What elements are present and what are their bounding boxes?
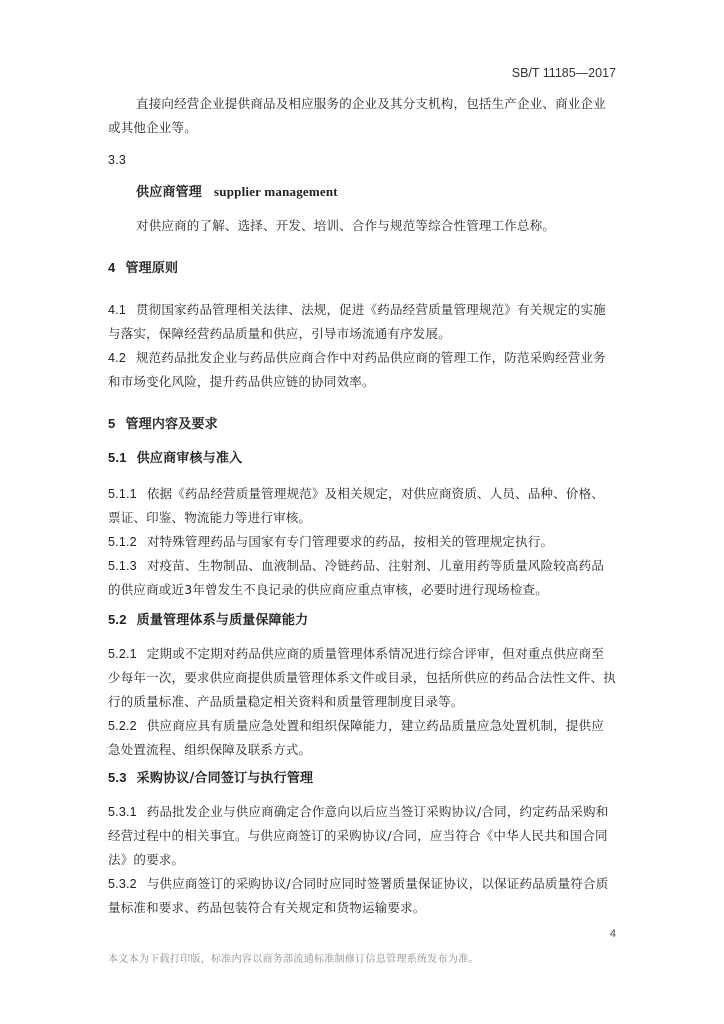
clause-text: 贯彻国家药品管理相关法律、法规，促进《药品经营质量管理规范》有关规定的实施与落实，保障经营药品质量和供应，引导市场流通有序发展。 (108, 302, 606, 341)
clause-5-3-1 (108, 800, 616, 872)
subsection-5-3-heading (108, 766, 616, 791)
footer-disclaimer: 本文本为下载打印版，标准内容以商务部流通标准制修订信息管理系统发布为准。 (108, 954, 479, 965)
section-number: 4 (108, 260, 116, 275)
clause-number: 5.2.2 (108, 719, 137, 733)
section-4-heading (108, 256, 616, 281)
term-chinese: 供应商管理 (136, 185, 203, 200)
clause-text: 对特殊管理药品与国家有专门管理要求的药品，按相关的管理规定执行。 (146, 534, 554, 549)
clause-4-2 (108, 346, 616, 394)
clause-3-3-number (108, 148, 616, 172)
section-5-heading (108, 412, 616, 437)
clause-5-1-2 (108, 530, 616, 554)
page-number: 4 (609, 928, 616, 940)
section-title: 管理内容及要求 (125, 417, 218, 432)
clause-number: 5.3.2 (108, 877, 137, 891)
clause-5-3-2 (108, 872, 616, 920)
clause-number: 4.1 (108, 303, 126, 317)
clause-4-1 (108, 298, 616, 346)
clause-text: 供应商应具有质量应急处置和组织保障能力，建立药品质量应急处置机制，提供应急处置流程、组织保障及联系方式。 (108, 718, 605, 757)
subsection-number: 5.3 (108, 770, 127, 785)
subsection-title: 质量管理体系与质量保障能力 (136, 613, 309, 628)
clause-5-2-1 (108, 642, 616, 714)
section-title: 管理原则 (125, 261, 179, 276)
clause-5-2-2 (108, 714, 616, 762)
clause-number: 3.3 (108, 153, 126, 167)
clause-number: 5.1.3 (108, 559, 137, 573)
term-3-3 (108, 180, 616, 205)
clause-5-1-3 (108, 554, 616, 602)
paragraph-definition-continued: 直接向经营企业提供商品及相应服务的企业及其分支机构，包括生产企业、商业企业或其他企业等。 (108, 96, 606, 135)
clause-number: 5.3.1 (108, 805, 137, 819)
clause-5-1-1 (108, 482, 616, 530)
clause-text: 依据《药品经营质量管理规范》及相关规定，对供应商资质、人员、品种、价格、票证、印鉴、物流能力等进行审核。 (108, 486, 605, 525)
clause-text: 与供应商签订的采购协议/合同时应同时签署质量保证协议，以保证药品质量符合质量标准和要求、药品包装符合有关规定和货物运输要求。 (108, 876, 609, 915)
clause-text: 定期或不定期对药品供应商的质量管理体系情况进行综合评审，但对重点供应商至少每年一次，要求供应商提供质量管理体系文件或目录，包括所供应的药品合法性文件、执行的质量标准、产品质量稳定相关资料和质量管理制度目录等。 (108, 646, 617, 709)
subsection-number: 5.1 (108, 450, 127, 465)
subsection-title: 采购协议/合同签订与执行管理 (136, 771, 314, 786)
subsection-5-1-heading (108, 446, 616, 471)
term-english: supplier management (214, 184, 338, 199)
clause-number: 4.2 (108, 351, 126, 365)
standard-code: SB/T 11185—2017 (511, 66, 616, 80)
subsection-5-2-heading (108, 608, 616, 633)
section-number: 5 (108, 416, 116, 431)
clause-number: 5.1.1 (108, 487, 137, 501)
clause-number: 5.1.2 (108, 535, 137, 549)
clause-text: 药品批发企业与供应商确定合作意向以后应当签订采购协议/合同，约定药品采购和经营过程中的相关事宜。与供应商签订的采购协议/合同，应当符合《中华人民共和国合同法》的要求。 (108, 804, 609, 867)
subsection-title: 供应商审核与准入 (136, 451, 243, 466)
clause-text: 对疫苗、生物制品、血液制品、冷链药品、注射剂、儿童用药等质量风险较高药品的供应商或近3年曾发生不良记录的供应商应重点审核，必要时进行现场检查。 (108, 558, 605, 597)
clause-number: 5.2.1 (108, 647, 137, 661)
clause-text: 规范药品批发企业与药品供应商合作中对药品供应商的管理工作，防范采购经营业务和市场变化风险，提升药品供应链的协同效率。 (108, 350, 606, 389)
term-3-3-definition: 对供应商的了解、选择、开发、培训、合作与规范等综合性管理工作总称。 (136, 218, 556, 233)
subsection-number: 5.2 (108, 612, 127, 627)
